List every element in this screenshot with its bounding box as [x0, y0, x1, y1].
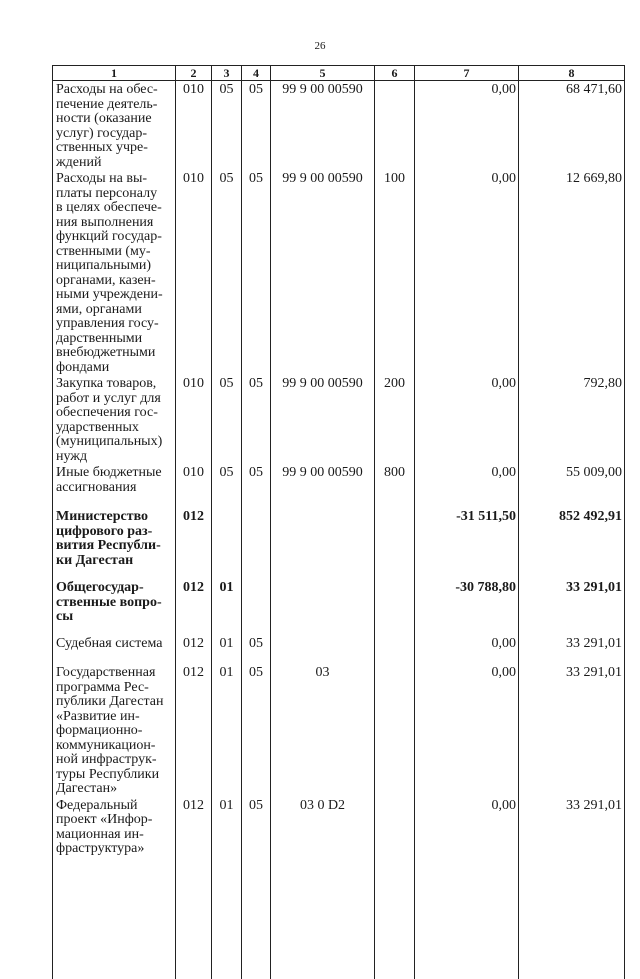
- change-amount-cell: 0,00: [415, 635, 519, 664]
- section-code-cell: 01: [212, 664, 242, 797]
- table-row: [53, 81, 625, 171]
- empty-cell: [519, 877, 625, 979]
- section-code-cell: [212, 508, 242, 579]
- expense-type-code-cell: [375, 508, 415, 579]
- expense-type-code-cell: 200: [375, 375, 415, 464]
- subsection-code-cell: 05: [242, 797, 271, 877]
- ministry-code-cell: 010: [176, 375, 212, 464]
- subsection-code-cell: 05: [242, 375, 271, 464]
- section-code-cell: 01: [212, 797, 242, 877]
- change-amount-cell: 0,00: [415, 81, 519, 171]
- empty-cell: [53, 877, 176, 979]
- total-amount-cell: 33 291,01: [519, 579, 625, 635]
- total-amount-cell: 68 471,60: [519, 81, 625, 171]
- empty-cell: [415, 877, 519, 979]
- item-name-cell: Министерство цифрового раз- вития Республи- ки Дагестан: [53, 508, 176, 579]
- total-amount-cell: 33 291,01: [519, 797, 625, 877]
- header-col-4: 4: [242, 66, 271, 81]
- ministry-code-cell: 012: [176, 635, 212, 664]
- subsection-code-cell: 05: [242, 81, 271, 171]
- item-name-cell: Закупка товаров, работ и услуг для обеспечения гос- ударственных (муниципальных) нужд: [53, 375, 176, 464]
- section-code-cell: 05: [212, 375, 242, 464]
- target-article-code-cell: [271, 579, 375, 635]
- section-code-cell: 05: [212, 464, 242, 508]
- target-article-code-cell: [271, 635, 375, 664]
- total-amount-cell: 33 291,01: [519, 664, 625, 797]
- item-name-cell: Государственная программа Рес- публики Дагестан «Развитие ин- формационно- коммуникацион- ной инфраструк- туры Республики Дагестан»: [53, 664, 176, 797]
- table-row: [53, 635, 625, 664]
- total-amount-cell: 12 669,80: [519, 170, 625, 375]
- budget-table: [52, 65, 625, 979]
- section-code-cell: 01: [212, 579, 242, 635]
- target-article-code-cell: 03: [271, 664, 375, 797]
- header-col-3: 3: [212, 66, 242, 81]
- table-row: [53, 464, 625, 508]
- change-amount-cell: 0,00: [415, 797, 519, 877]
- total-amount-cell: 852 492,91: [519, 508, 625, 579]
- header-col-6: 6: [375, 66, 415, 81]
- total-amount-cell: 33 291,01: [519, 635, 625, 664]
- table-row: [53, 375, 625, 464]
- item-name-cell: Расходы на вы- платы персоналу в целях обеспече- ния выполнения функций государ- ственными (му- ниципальными) органами, казен- ными учреждени- ями, органами управления госу- дарственными внебюджетными фондами: [53, 170, 176, 375]
- change-amount-cell: 0,00: [415, 464, 519, 508]
- table-header-row: [53, 66, 625, 81]
- expense-type-code-cell: [375, 81, 415, 171]
- subsection-code-cell: 05: [242, 170, 271, 375]
- section-code-cell: 01: [212, 635, 242, 664]
- section-code-cell: 05: [212, 170, 242, 375]
- target-article-code-cell: 99 9 00 00590: [271, 81, 375, 171]
- table-body: [53, 81, 625, 979]
- subsection-code-cell: 05: [242, 464, 271, 508]
- ministry-code-cell: 012: [176, 508, 212, 579]
- empty-cell: [212, 877, 242, 979]
- section-code-cell: 05: [212, 81, 242, 171]
- total-amount-cell: 792,80: [519, 375, 625, 464]
- ministry-code-cell: 012: [176, 579, 212, 635]
- expense-type-code-cell: [375, 635, 415, 664]
- change-amount-cell: 0,00: [415, 664, 519, 797]
- ministry-code-cell: 012: [176, 797, 212, 877]
- table-empty-continuation: [53, 877, 625, 979]
- header-col-1: 1: [53, 66, 176, 81]
- change-amount-cell: 0,00: [415, 375, 519, 464]
- item-name-cell: Федеральный проект «Инфор- мационная ин- фраструктура»: [53, 797, 176, 877]
- page-number: 26: [314, 40, 326, 52]
- change-amount-cell: 0,00: [415, 170, 519, 375]
- empty-cell: [271, 877, 375, 979]
- budget-table-container: [52, 65, 624, 856]
- subsection-code-cell: [242, 508, 271, 579]
- change-amount-cell: -30 788,80: [415, 579, 519, 635]
- table-row: [53, 664, 625, 797]
- empty-cell: [242, 877, 271, 979]
- expense-type-code-cell: [375, 579, 415, 635]
- table-row: [53, 170, 625, 375]
- target-article-code-cell: 99 9 00 00590: [271, 375, 375, 464]
- empty-cell: [375, 877, 415, 979]
- table-row: [53, 797, 625, 877]
- expense-type-code-cell: 800: [375, 464, 415, 508]
- item-name-cell: Судебная система: [53, 635, 176, 664]
- table-row: [53, 508, 625, 579]
- item-name-cell: Общегосудар- ственные вопро- сы: [53, 579, 176, 635]
- ministry-code-cell: 010: [176, 81, 212, 171]
- subsection-code-cell: 05: [242, 664, 271, 797]
- table-row: [53, 579, 625, 635]
- header-col-8: 8: [519, 66, 625, 81]
- ministry-code-cell: 012: [176, 664, 212, 797]
- change-amount-cell: -31 511,50: [415, 508, 519, 579]
- expense-type-code-cell: 100: [375, 170, 415, 375]
- header-col-5: 5: [271, 66, 375, 81]
- header-col-7: 7: [415, 66, 519, 81]
- target-article-code-cell: [271, 508, 375, 579]
- ministry-code-cell: 010: [176, 170, 212, 375]
- ministry-code-cell: 010: [176, 464, 212, 508]
- item-name-cell: Расходы на обес- печение деятель- ности (оказание услуг) государ- ственных учре- ждений: [53, 81, 176, 171]
- header-col-2: 2: [176, 66, 212, 81]
- subsection-code-cell: 05: [242, 635, 271, 664]
- expense-type-code-cell: [375, 797, 415, 877]
- item-name-cell: Иные бюджетные ассигнования: [53, 464, 176, 508]
- empty-cell: [176, 877, 212, 979]
- subsection-code-cell: [242, 579, 271, 635]
- target-article-code-cell: 03 0 D2: [271, 797, 375, 877]
- expense-type-code-cell: [375, 664, 415, 797]
- total-amount-cell: 55 009,00: [519, 464, 625, 508]
- target-article-code-cell: 99 9 00 00590: [271, 464, 375, 508]
- target-article-code-cell: 99 9 00 00590: [271, 170, 375, 375]
